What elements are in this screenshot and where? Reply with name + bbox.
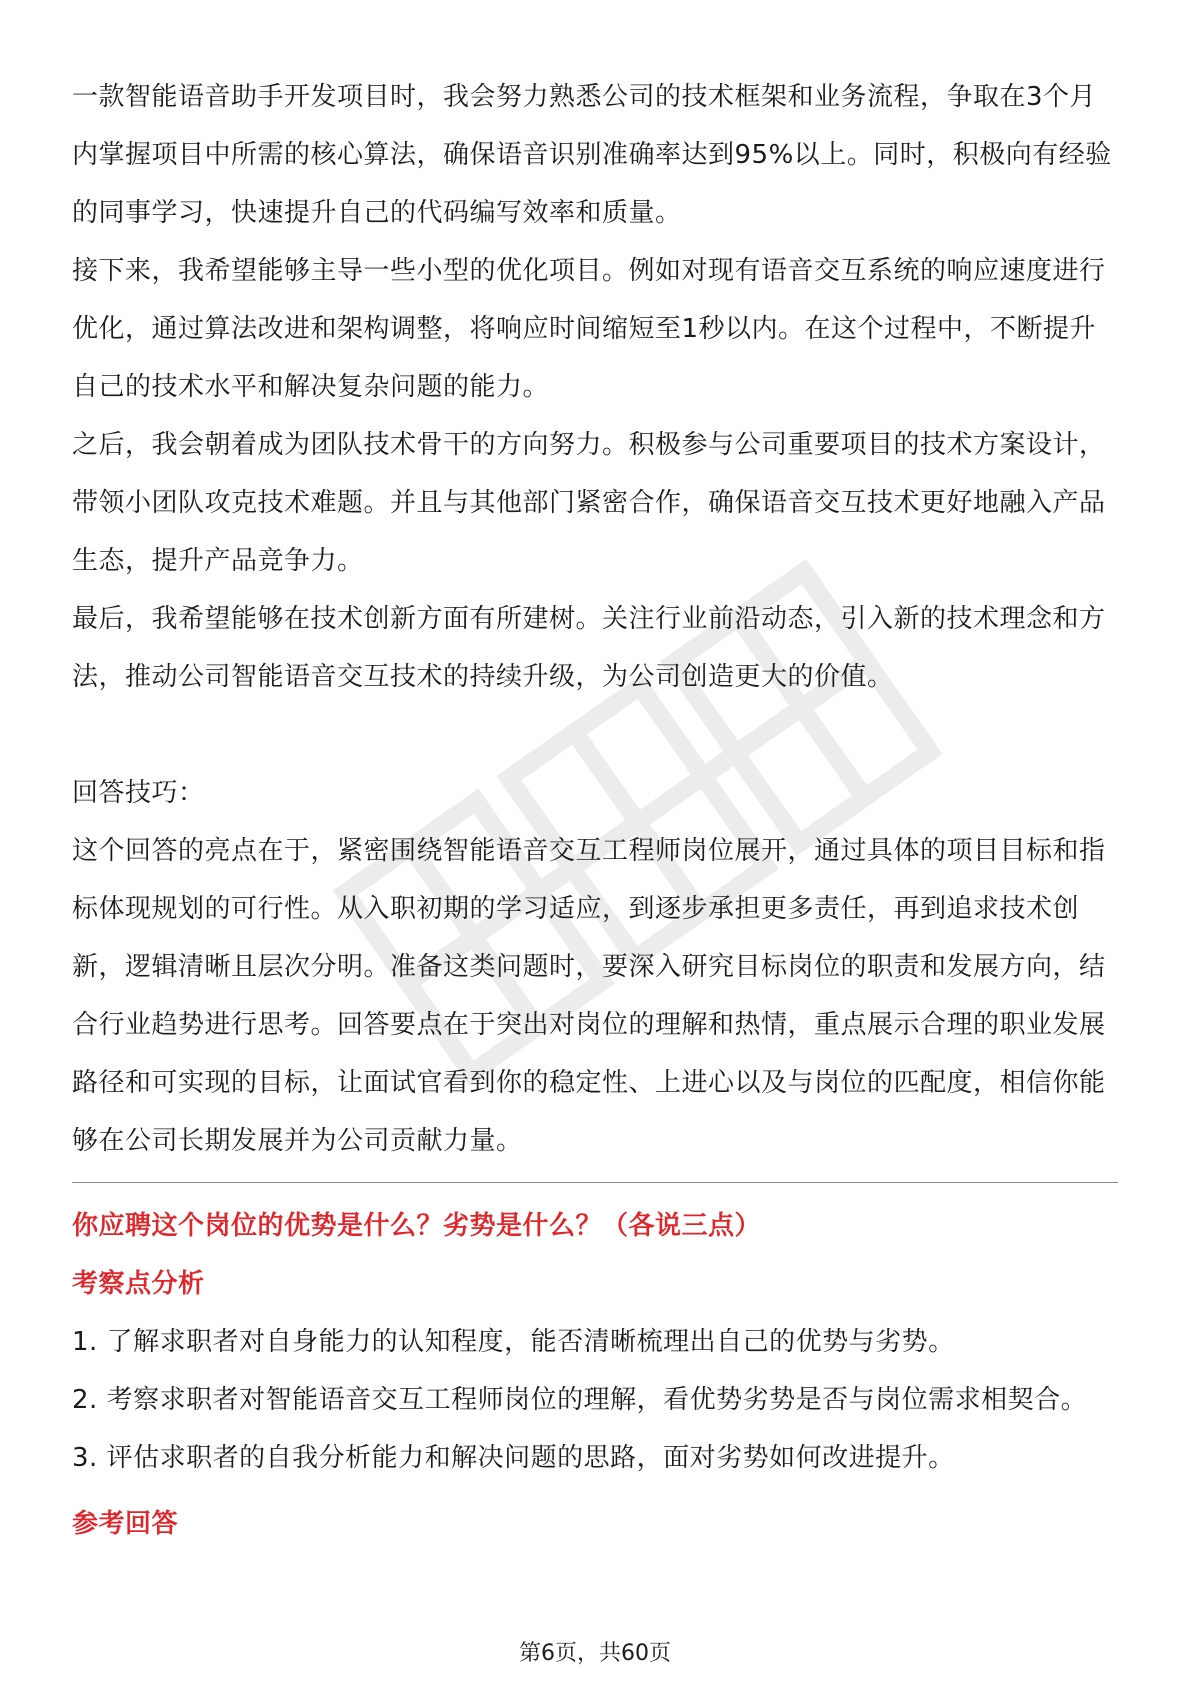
spacer [72, 706, 1118, 764]
section-divider [72, 1182, 1118, 1183]
body-paragraph: 一款智能语音助手开发项目时，我会努力熟悉公司的技术框架和业务流程，争取在3个月内掌握项目中所需的核心算法，确保语音识别准确率达到95%以上。同时，积极向有经验的同事学习，快速提升自己的代码编写效率和质量。 [72, 82, 1112, 228]
analysis-item: 3. 评估求职者的自我分析能力和解决问题的思路，面对劣势如何改进提升。 [72, 1443, 955, 1473]
analysis-item: 1. 了解求职者对自身能力的认知程度，能否清晰梳理出自己的优势与劣势。 [72, 1327, 955, 1357]
tips-label: 回答技巧： [72, 778, 205, 808]
page-content [72, 68, 1118, 1553]
body-paragraph: 接下来，我希望能够主导一些小型的优化项目。例如对现有语音交互系统的响应速度进行优化，通过算法改进和架构调整，将响应时间缩短至1秒以内。在这个过程中，不断提升自己的技术水平和解决复杂问题的能力。 [72, 256, 1106, 402]
body-paragraph: 之后，我会朝着成为团队技术骨干的方向努力。积极参与公司重要项目的技术方案设计，带领小团队攻克技术难题。并且与其他部门紧密合作，确保语音交互技术更好地融入产品生态，提升产品竞争力。 [72, 430, 1106, 576]
question-title: 你应聘这个岗位的优势是什么？劣势是什么？（各说三点） [72, 1211, 762, 1241]
tips-paragraph: 这个回答的亮点在于，紧密围绕智能语音交互工程师岗位展开，通过具体的项目目标和指标体现规划的可行性。从入职初期的学习适应，到逐步承担更多责任，再到追求技术创新，逻辑清晰且层次分明。准备这类问题时，要深入研究目标岗位的职责和发展方向，结合行业趋势进行思考。回答要点在于突出对岗位的理解和热情，重点展示合理的职业发展路径和可实现的目标，让面试官看到你的稳定性、上进心以及与岗位的匹配度，相信你能够在公司长期发展并为公司贡献力量。 [72, 836, 1106, 1156]
body-paragraph: 最后，我希望能够在技术创新方面有所建树。关注行业前沿动态，引入新的技术理念和方法，推动公司智能语音交互技术的持续升级，为公司创造更大的价值。 [72, 604, 1106, 692]
analysis-heading: 考察点分析 [72, 1269, 205, 1299]
analysis-item: 2. 考察求职者对智能语音交互工程师岗位的理解，看优势劣势是否与岗位需求相契合。 [72, 1385, 1088, 1415]
page-number-footer: 第6页，共60页 [519, 1641, 671, 1666]
reference-answer-heading: 参考回答 [72, 1509, 179, 1539]
